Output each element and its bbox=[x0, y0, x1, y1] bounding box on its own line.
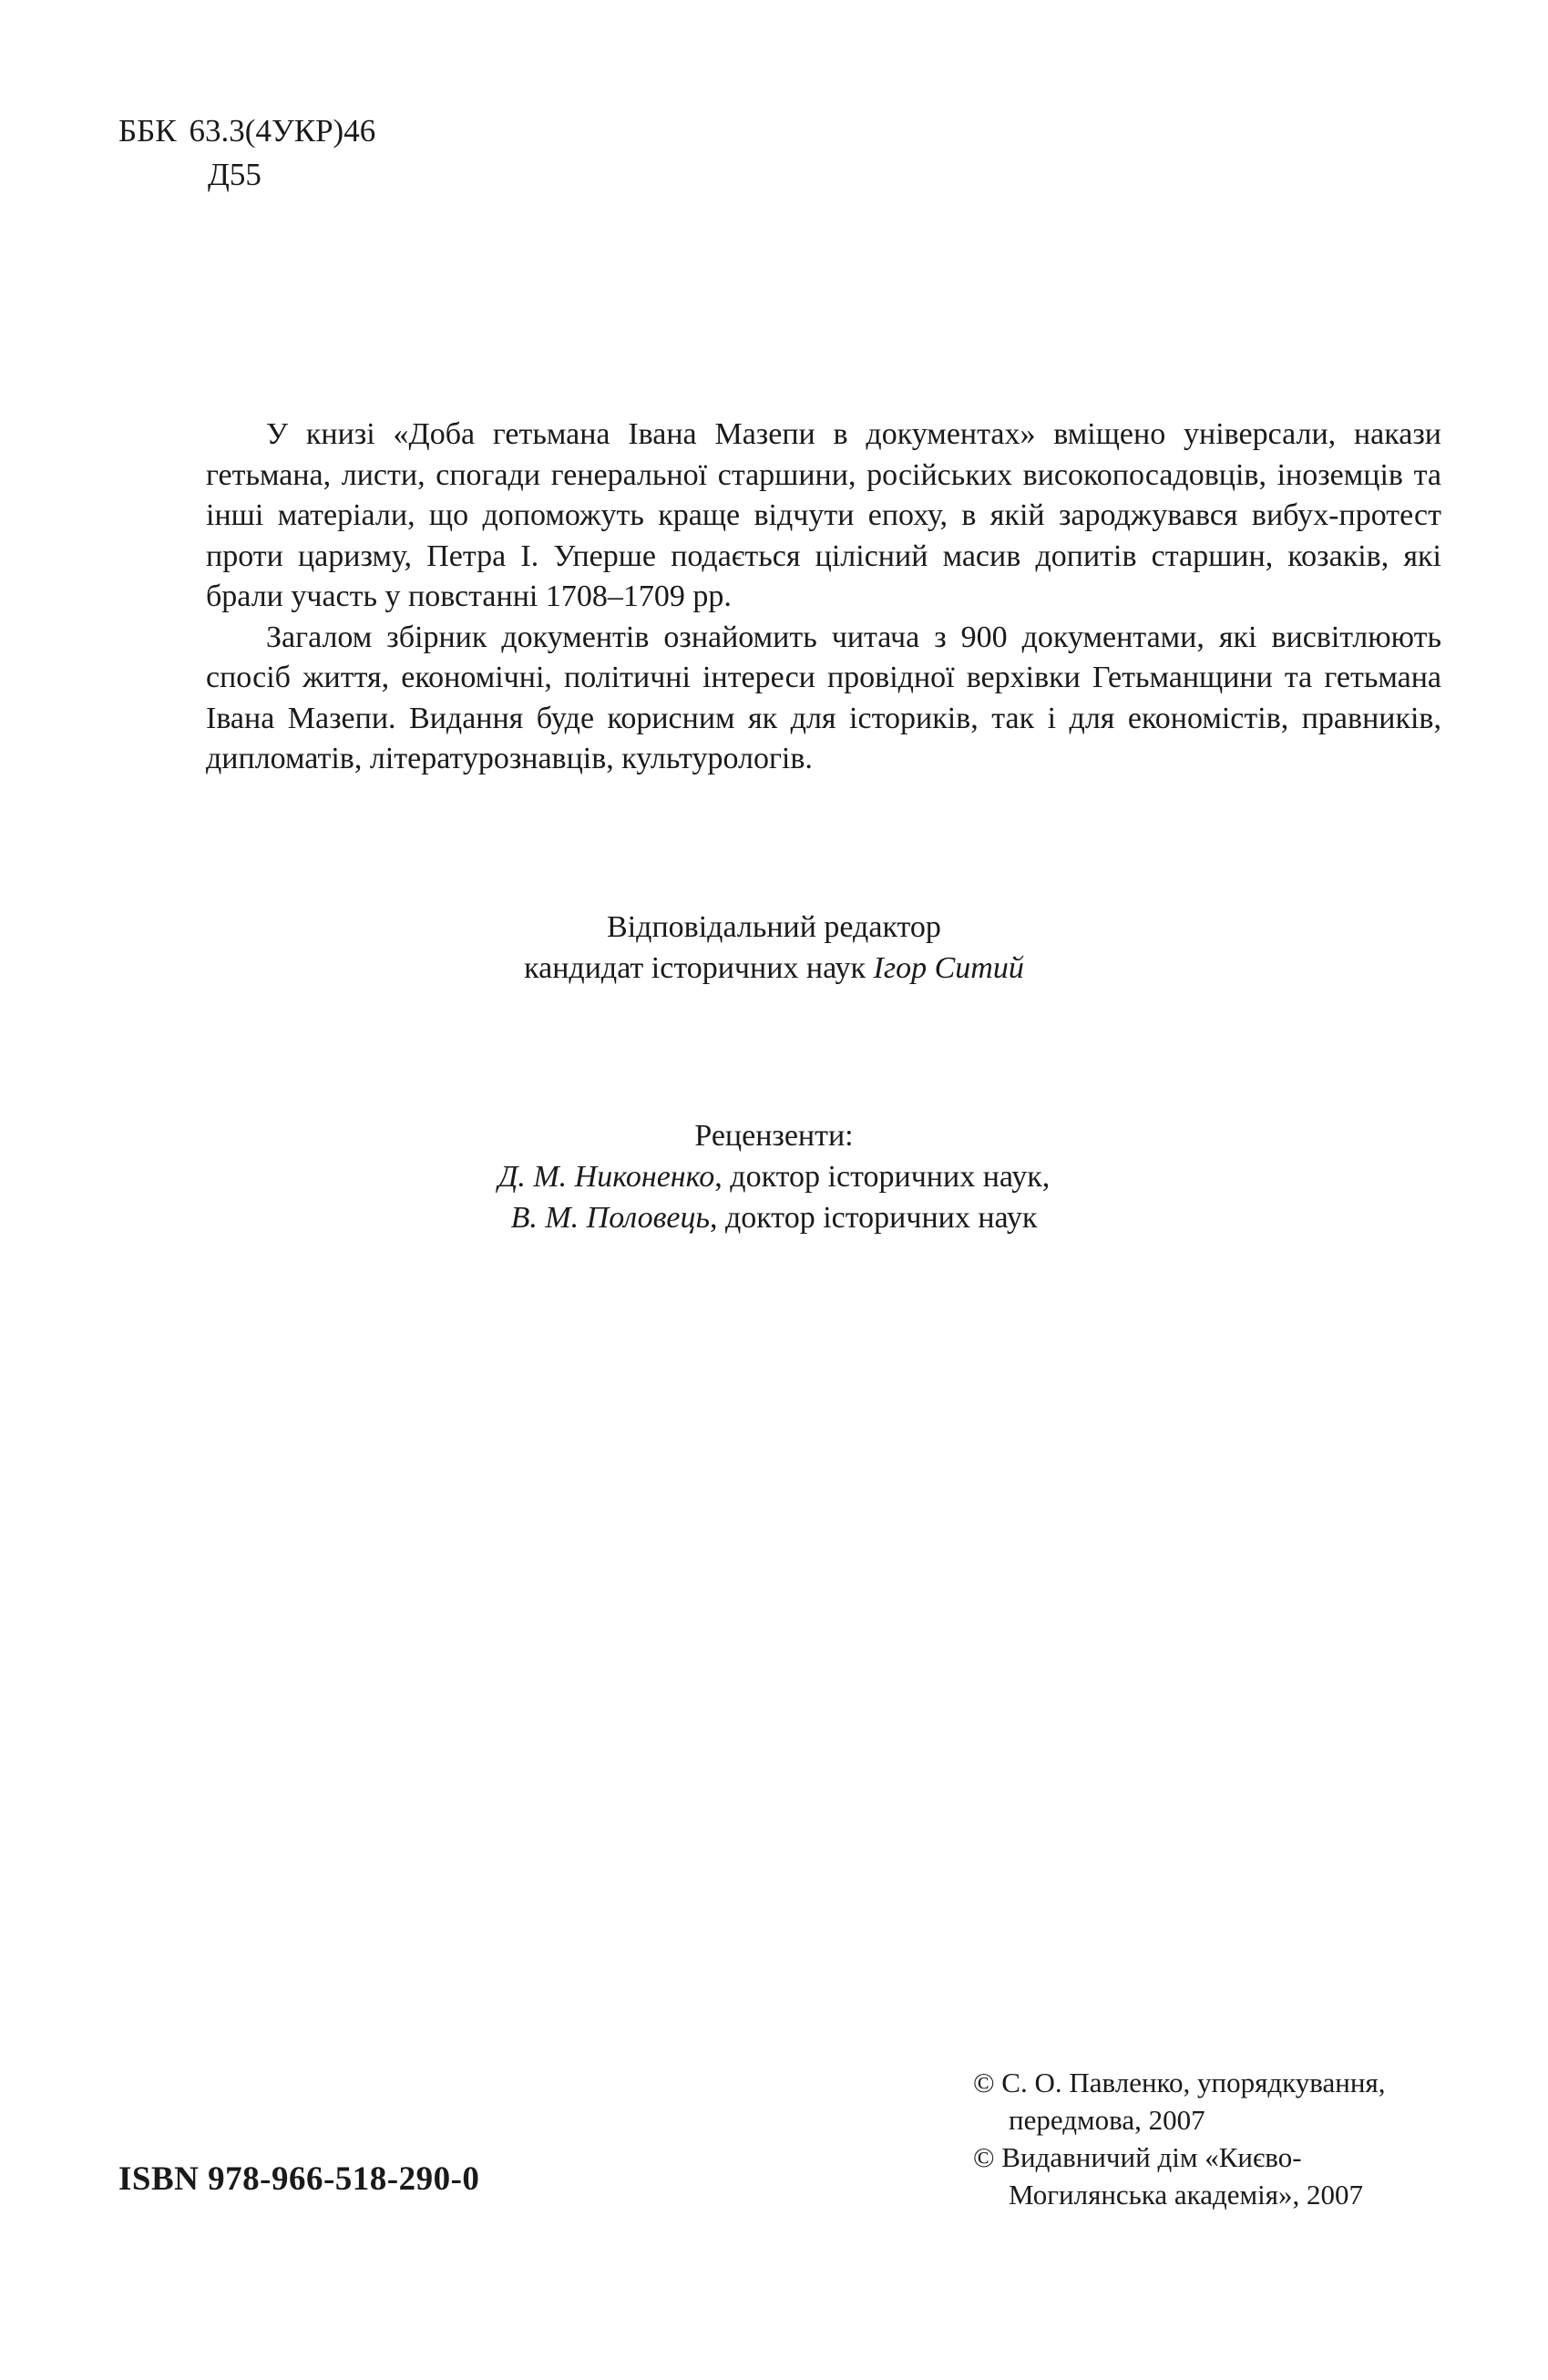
reviewer-2-degree: , доктор історичних наук bbox=[709, 1201, 1038, 1235]
bbk-classification bbox=[118, 109, 375, 197]
bbk-row bbox=[118, 109, 375, 153]
editor-title: Відповідальний редактор bbox=[607, 910, 941, 944]
bbk-code: 63.3(4УКР)46 bbox=[189, 113, 376, 149]
reviewer-1 bbox=[0, 1156, 1548, 1197]
editor-degree: кандидат історичних наук bbox=[524, 951, 866, 985]
annotation-paragraph-1: У книзі «Доба гетьмана Івана Мазепи в документах» вміщено універсали, накази гетьмана, листи, спогади генеральної старшини, російських високопосадовців, іноземців та інші матеріали, що допоможуть краще відчути епоху, в якій зароджувався вибух-протест проти царизму, Петра І. Уперше подається цілісний масив допитів старшин, козаків, які брали участь у повстанні 1708–1709 рр. bbox=[206, 417, 1441, 613]
copyright-publisher-line1: © Видавничий дім «Києво- bbox=[973, 2141, 1302, 2173]
isbn-number: ISBN 978-966-518-290-0 bbox=[118, 2160, 480, 2198]
reviewer-1-name: Д. М. Никоненко bbox=[497, 1160, 715, 1194]
copyright-compiler bbox=[973, 2064, 1502, 2139]
reviewers-block bbox=[0, 1115, 1548, 1238]
reviewer-1-degree: , доктор історичних наук, bbox=[714, 1160, 1051, 1194]
bbk-label: ББК bbox=[118, 113, 177, 149]
reviewer-2-name: В. М. Половець bbox=[510, 1201, 710, 1235]
reviewers-title: Рецензенти: bbox=[694, 1119, 854, 1153]
annotation-paragraph-2: Загалом збірник документів ознайомить читача з 900 документами, які висвітлюють спосіб життя, економічні, політичні інтереси провідної верхівки Гетьманщини та гетьмана Івана Мазепи. Видання буде корисним як для істориків, так і для економістів, правників, дипломатів, літературознавців, культурологів. bbox=[206, 620, 1441, 775]
book-annotation bbox=[206, 415, 1441, 780]
copyright-compiler-line1: © С. О. Павленко, упорядкування, bbox=[973, 2067, 1386, 2098]
editor-line bbox=[0, 948, 1548, 989]
copyright-block bbox=[973, 2064, 1502, 2213]
copyright-publisher-line2: Могилянська академія», 2007 bbox=[1009, 2179, 1364, 2211]
author-mark: Д55 bbox=[208, 157, 261, 192]
editor-name: Ігор Ситий bbox=[873, 951, 1024, 985]
copyright-compiler-line2: передмова, 2007 bbox=[1009, 2104, 1205, 2136]
reviewer-2 bbox=[0, 1197, 1548, 1238]
responsible-editor-block bbox=[0, 907, 1548, 989]
copyright-publisher bbox=[973, 2139, 1502, 2213]
